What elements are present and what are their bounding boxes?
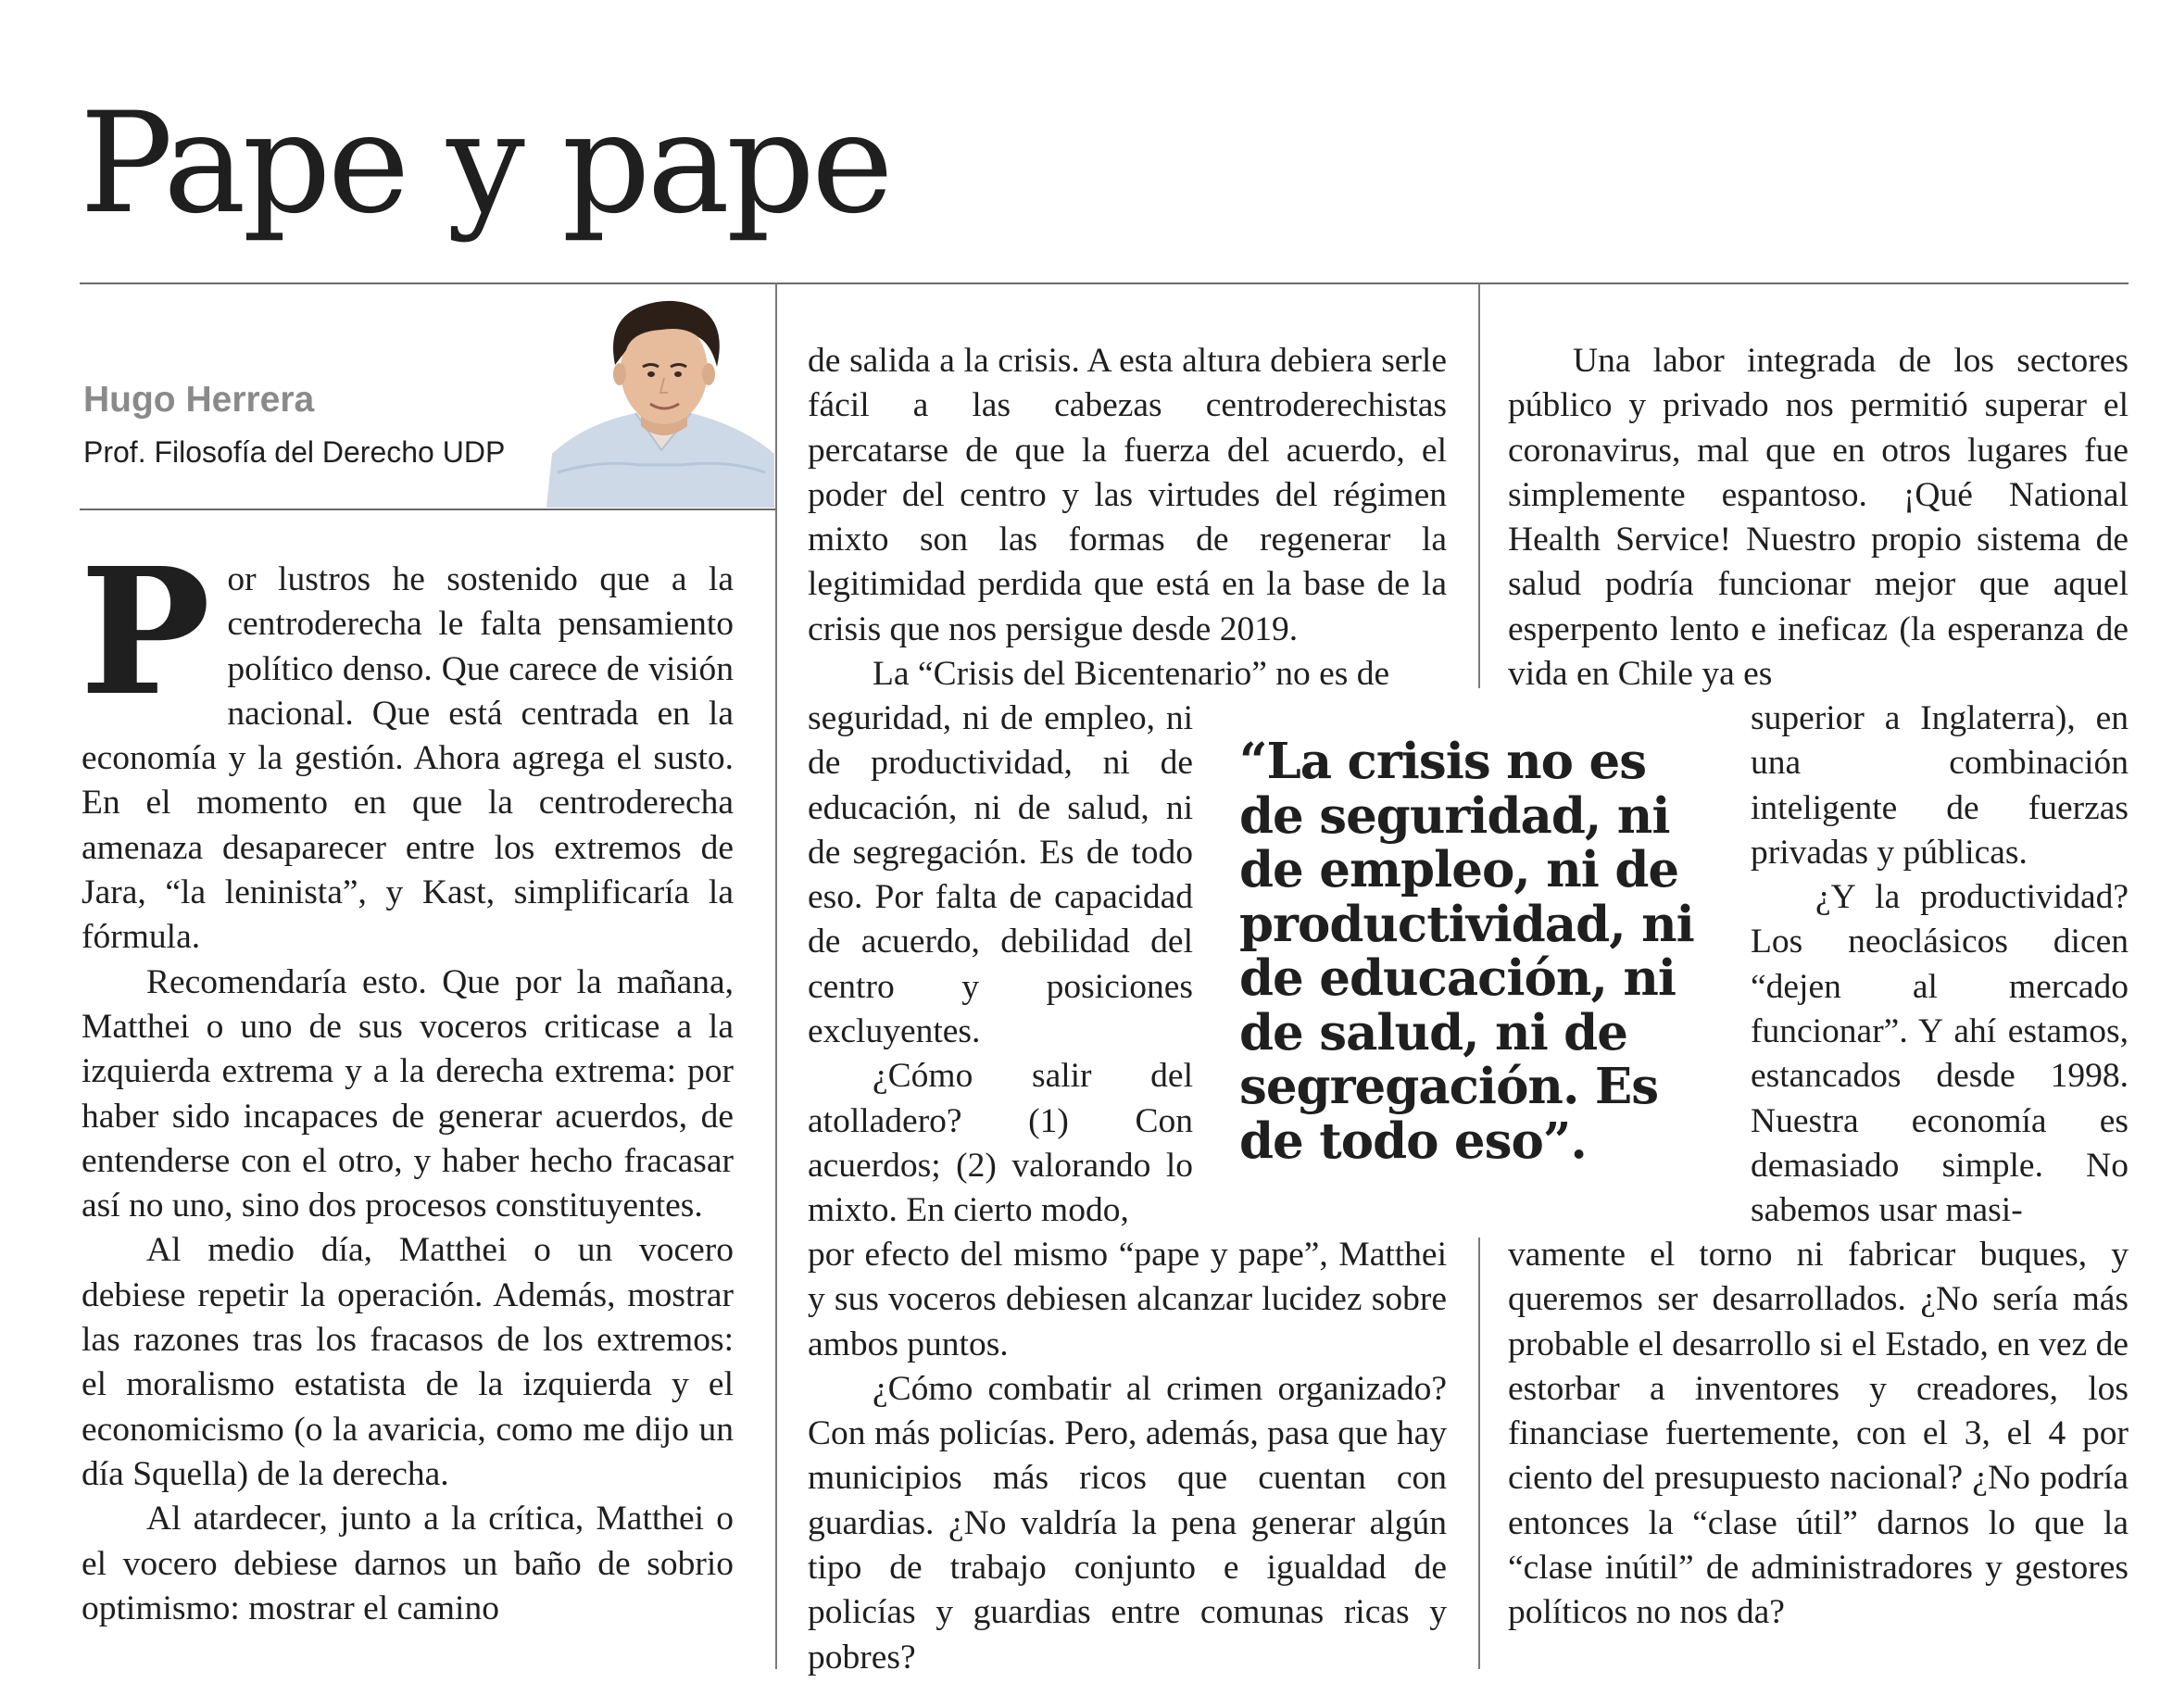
column-divider-1 [775,283,777,1669]
column-2-bottom [808,1233,1447,1680]
column-2-narrow [808,697,1193,1234]
paragraph: Al atardecer, junto a la crítica, Matthei o el vocero debiese darnos un baño de sobrio optimismo: mostrar el camino [82,1500,734,1627]
paragraph: ¿Y la productividad? Los neoclásicos dicen “dejen al mercado funcionar”. Y ahí estamos, estancados desde 1998. Nuestra economía es demasiado simple. No sabemos usar masi- [1751,878,2129,1230]
column-divider-2-lower [1478,1237,1480,1669]
pull-quote: “La crisis no es de seguridad, ni de empleo, ni de productividad, ni de educación, ni de salud, ni de segregación. Es de todo eso”. [1239,733,1694,1170]
paragraph: seguridad, ni de empleo, ni de productividad, ni de educación, ni de salud, ni de segregación. Es de todo eso. Por falta de capacidad de acuerdo, debilidad del centro y posiciones excluyentes. [808,699,1193,1051]
column-2-top [808,339,1447,697]
author-portrait [546,296,774,508]
paragraph: Recomendaría esto. Que por la mañana, Matthei o uno de sus voceros criticase a la izquierda extrema y a la derecha extrema: por haber sido incapaces de generar acuerdos, de entenderse con el otro, y haber hecho fracasar así no uno, sino dos procesos constituyentes. [82,962,734,1225]
author-name: Hugo Herrera [83,380,315,420]
paragraph: vamente el torno ni fabricar buques, y queremos ser desarrollados. ¿No sería más probable el desarrollo si el Estado, en vez de estorbar a inventores y creadores, los financiase fuertemente, con el 3, el 4 por ciento del presupuesto nacional? ¿No podría entonces la “clase útil” darnos lo que la “clase inútil” de administradores y gestores políticos no nos da? [1508,1236,2129,1632]
drop-cap: P [80,530,211,735]
column-divider-2-upper [1478,283,1480,688]
paragraph: La “Crisis del Bicentenario” no es de [873,655,1390,694]
byline-rule [80,509,775,510]
paragraph: Al medio día, Matthei o un vocero debiese repetir la operación. Además, mostrar las razones tras los fracasos de los extremos: el moralismo estatista de la izquierda y el economicismo (o la avaricia, como me dijo un día Squella) de la derecha. [82,1231,734,1493]
paragraph: Una labor integrada de los sectores público y privado nos permitió superar el coronavirus, mal que en otros lugares fue simplemente espantoso. ¡Qué National Health Service! Nuestro propio sistema de salud podría funcionar mejor que aquel esperpento lento e ineficaz (la esperanza de vida en Chile ya es [1508,342,2129,694]
paragraph: ¿Cómo salir del atolladero? (1) Con acuerdos; (2) valorando lo mixto. En cierto modo, [808,1057,1193,1230]
column-3-top [1508,339,2129,697]
column-3-narrow [1751,697,2129,1234]
paragraph: ¿Cómo combatir al crimen organizado? Con más policías. Pero, además, pasa que hay municipios más ricos que cuentan con guardias. ¿No valdría la pena generar algún tipo de trabajo conjunto e igualdad de policías y guardias entre comunas ricas y pobres? [808,1369,1447,1677]
paragraph [80,530,734,961]
paragraph: de salida a la crisis. A esta altura debiera serle fácil a las cabezas centroderechistas percatarse de que la fuerza del acuerdo, el poder del centro y las virtudes del régimen mixto son las formas de regenerar la legitimidad perdida que está en la base de la crisis que nos persigue desde 2019. [808,342,1447,648]
headline: Pape y pape [80,83,890,245]
paragraph: por efecto del mismo “pape y pape”, Matthei y sus voceros debiesen alcanzar lucidez sobre ambos puntos. [808,1236,1447,1363]
author-title: Prof. Filosofía del Derecho UDP [83,435,506,469]
paragraph-text: or lustros he sostenido que a la centroderecha le falta pensamiento político denso. Que carece de visión nacional. Que está centrada en la economía y la gestión. Ahora agrega el susto. En el momento en que la centroderecha amenaza desaparecer entre los extremos de Jara, “la leninista”, y Kast, simplificaría la fórmula. [82,560,734,957]
top-rule [80,283,2129,284]
paragraph: superior a Inglaterra), en una combinación inteligente de fuerzas privadas y públicas. [1751,699,2129,872]
column-1 [80,530,734,1631]
column-3-bottom [1508,1233,2129,1636]
